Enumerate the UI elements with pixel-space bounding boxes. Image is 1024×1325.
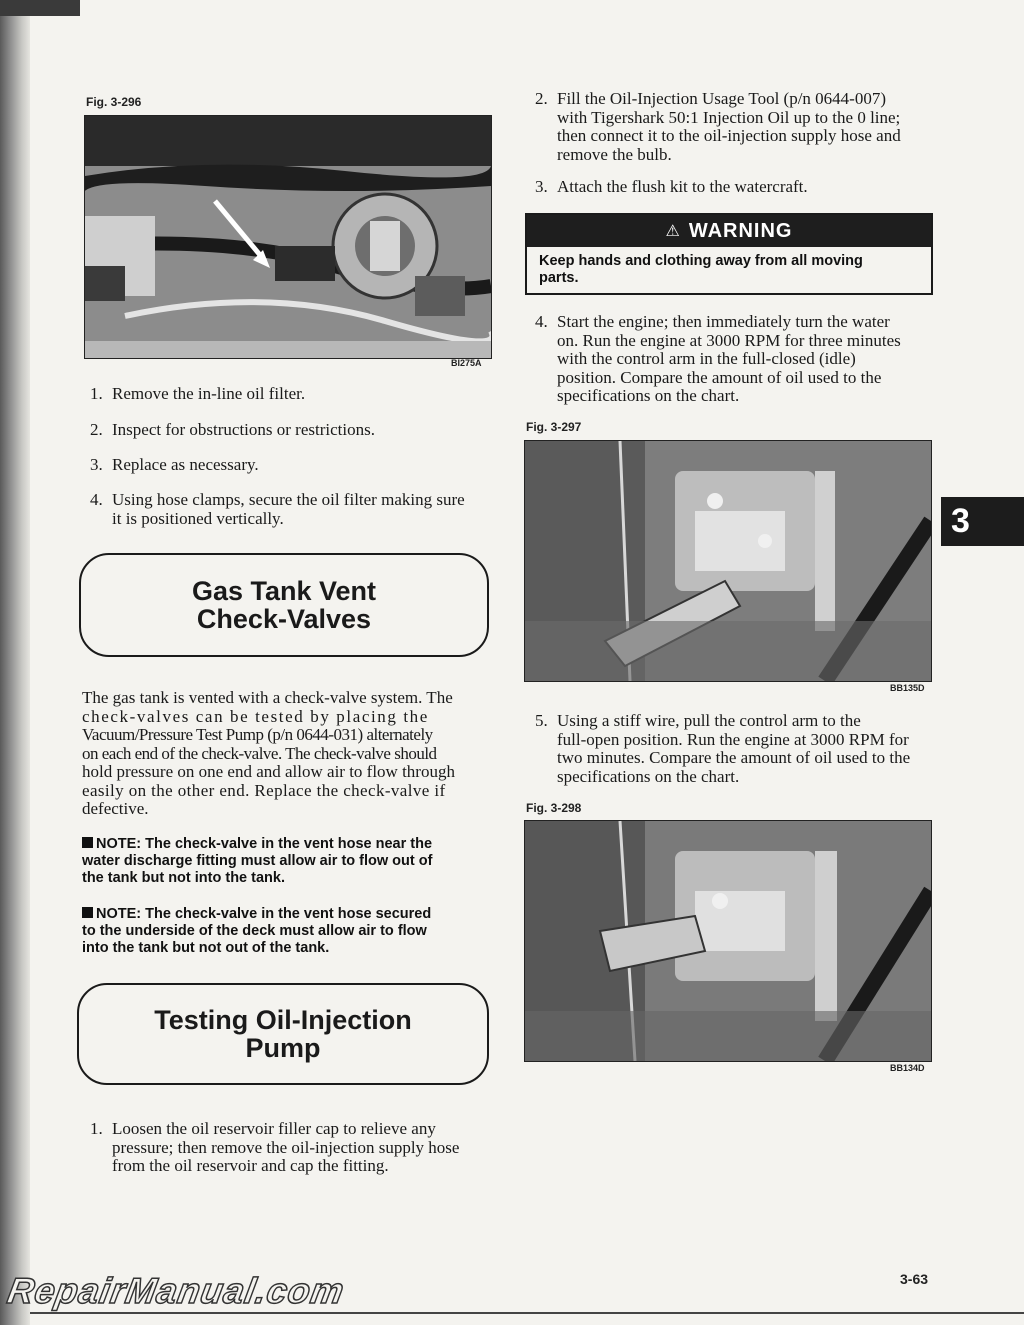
watermark-logo: RepairManual.com <box>4 1270 348 1311</box>
step-text-line: remove the bulb. <box>557 144 672 164</box>
paragraph-line: Vacuum/Pressure Test Pump (p/n 0644-031) alternately <box>82 725 433 744</box>
heading-line: Pump <box>245 1033 321 1063</box>
pump-photo-298 <box>524 820 932 1062</box>
step-text-line: Start the engine; then immediately turn the water <box>557 312 890 331</box>
paragraph-line: hold pressure on one end and allow air to flow through <box>82 762 455 781</box>
step-number: 3. <box>90 455 103 474</box>
warning-text <box>527 247 931 293</box>
step-text-line: then connect it to the oil-injection supply hose and <box>557 126 901 145</box>
heading-line: Testing Oil-Injection <box>154 1005 412 1035</box>
step-text <box>557 712 910 786</box>
note-check-valve-deck <box>82 906 492 957</box>
step-text-line: Using hose clamps, secure the oil filter making sure <box>112 490 465 509</box>
figure-code-297: BB135D <box>890 683 925 693</box>
warning-title: WARNING <box>688 219 793 242</box>
note-line: to the underside of the deck must allow air to flow <box>82 923 427 939</box>
step-text: Attach the flush kit to the watercraft. <box>557 177 808 196</box>
step-text-line: two minutes. Compare the amount of oil used to the <box>557 748 911 767</box>
pump-step-5 <box>535 712 935 788</box>
step-text: Replace as necessary. <box>112 455 259 474</box>
figure-label-298: Fig. 3-298 <box>526 801 582 815</box>
note-bullet-icon <box>82 837 93 848</box>
note-check-valve-discharge <box>82 836 492 887</box>
warning-triangle-icon: ⚠ <box>665 223 681 240</box>
pump-step-4 <box>535 313 935 407</box>
filter-step-4 <box>90 491 490 531</box>
warning-box <box>525 213 933 295</box>
figure-label-296: Fig. 3-296 <box>86 95 142 109</box>
step-text-line: Loosen the oil reservoir filler cap to relieve any <box>112 1119 436 1138</box>
step-text-line: on. Run the engine at 3000 RPM for three minutes <box>557 330 901 350</box>
step-number: 4. <box>90 490 103 509</box>
step-text-line: with Tigershark 50:1 Injection Oil up to the 0 line; <box>557 107 901 127</box>
paragraph-line: defective. <box>82 799 149 818</box>
note-bullet-icon <box>82 907 93 918</box>
step-text <box>557 313 901 406</box>
step-text-line: position. Compare the amount of oil used to the <box>557 367 882 387</box>
pump-photo-297 <box>524 440 932 682</box>
book-spine-shadow <box>0 0 30 1325</box>
heading-line: Gas Tank Vent <box>191 576 377 606</box>
heading-testing-oil-injection-pump <box>77 983 489 1085</box>
note-line: NOTE: The check-valve in the vent hose secured <box>96 906 432 922</box>
step-text-line: it is positioned vertically. <box>112 508 284 528</box>
page-bottom-rule <box>30 1312 1024 1314</box>
note-line: into the tank but not out of the tank. <box>82 940 330 956</box>
step-text <box>112 491 465 528</box>
paragraph-line: on each end of the check-valve. The check-valve should <box>82 743 437 763</box>
section-tab: 3 <box>941 497 1024 546</box>
heading-gas-tank-vent <box>79 553 489 657</box>
step-text <box>112 1120 459 1176</box>
step-number: 5. <box>535 711 548 730</box>
step-text-line: Using a stiff wire, pull the control arm to the <box>557 711 861 730</box>
step-number: 1. <box>90 384 103 403</box>
step-number: 4. <box>535 312 548 331</box>
paragraph-line: check-valves can be tested by placing the <box>82 706 429 726</box>
gas-tank-paragraph <box>82 689 488 819</box>
step-text-line: full-open position. Run the engine at 3000 RPM for <box>557 729 909 749</box>
warning-header <box>527 215 931 247</box>
step-number: 1. <box>90 1119 103 1138</box>
figure-code-298: BB134D <box>890 1063 925 1073</box>
step-text-line: pressure; then remove the oil-injection supply hose <box>112 1137 460 1157</box>
note-line: the tank but not into the tank. <box>82 870 285 886</box>
pump-step-2 <box>535 90 935 166</box>
step-text-line: with the control arm in the full-closed (idle) <box>557 349 856 368</box>
note-line: water discharge fitting must allow air to flow out of <box>82 853 433 869</box>
step-number: 2. <box>90 420 103 439</box>
figure-code-296: BI275A <box>451 358 482 368</box>
warning-line: Keep hands and clothing away from all moving <box>539 253 863 269</box>
scan-edge <box>0 0 80 16</box>
step-number: 2. <box>535 89 548 108</box>
page-number: 3-63 <box>900 1271 929 1287</box>
step-text: Remove the in-line oil filter. <box>112 384 306 403</box>
step-text-line: from the oil reservoir and cap the fitting. <box>112 1156 389 1175</box>
step-text: Inspect for obstructions or restrictions. <box>112 420 375 439</box>
step-text <box>557 90 901 164</box>
pump-step-1 <box>90 1120 490 1180</box>
warning-line: parts. <box>539 270 579 286</box>
paragraph-line: The gas tank is vented with a check-valve system. The <box>82 688 453 707</box>
step-text-line: specifications on the chart. <box>557 766 740 786</box>
note-line: NOTE: The check-valve in the vent hose near the <box>96 836 433 852</box>
engine-photo-296 <box>84 115 492 359</box>
heading-line: Check-Valves <box>196 604 372 634</box>
figure-label-297: Fig. 3-297 <box>526 420 582 434</box>
step-text-line: specifications on the chart. <box>557 386 740 405</box>
step-number: 3. <box>535 177 548 196</box>
step-text-line: Fill the Oil-Injection Usage Tool (p/n 0644-007) <box>557 89 887 108</box>
paragraph-line: easily on the other end. Replace the check-valve if <box>82 780 446 800</box>
